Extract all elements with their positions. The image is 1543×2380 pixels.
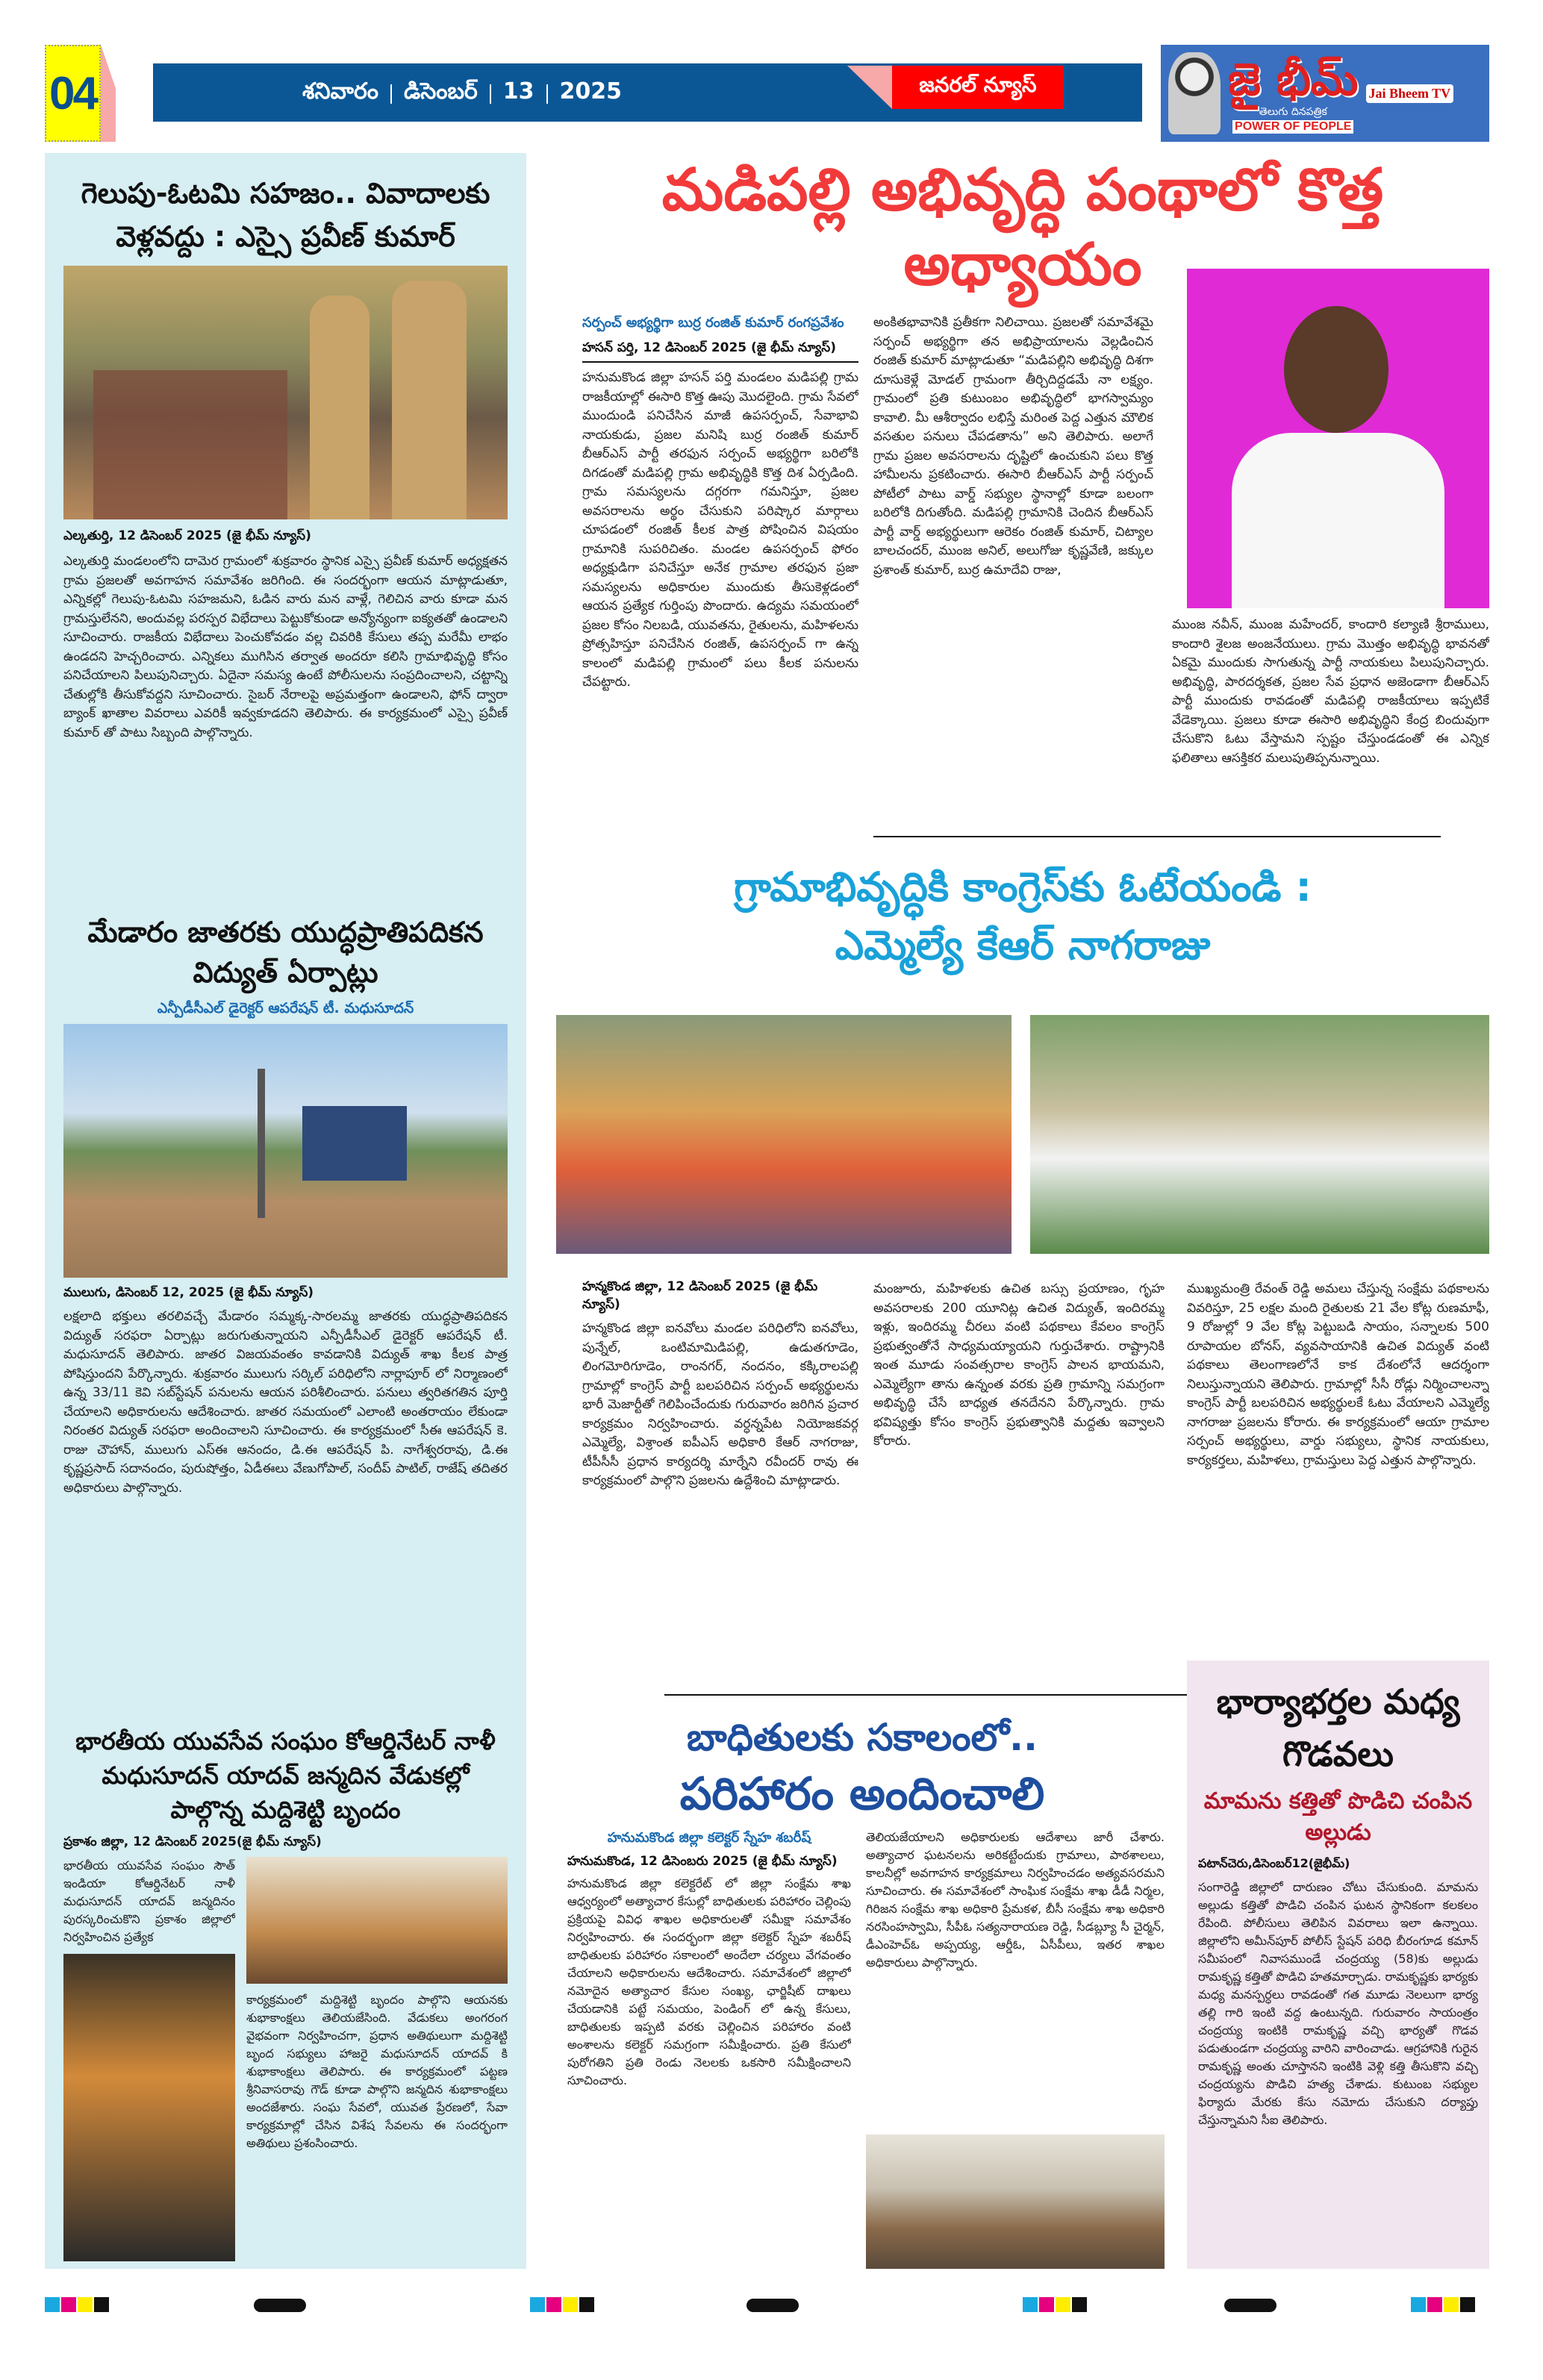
- article1-dateline: ఎల్కతుర్తి, 12 డిసెంబర్ 2025 (జై భీమ్ న్యూస్): [63, 528, 311, 543]
- crime-article: [1198, 1675, 1478, 2265]
- article2-photo-substation: [63, 1024, 508, 1278]
- victims-col1: హనుమకొండ జిల్లా కలెక్టరేట్ లో జిల్లా సంక్షేమ శాఖ ఆధ్వర్యంలో అత్యాచార కేసుల్లో బాధితులకు పరిహారం చెల్లింపు ప్రక్రియపై వివిధ శాఖల అధికారులతో సమీక్షా సమావేశం నిర్వహించారు. ఈ సందర్భంగా జిల్లా కలెక్టర్ స్నేహ శబరీష్ బాధితులకు పరిహారం సకాలంలో అందేలా చర్యలు వేగవంతం చేయాలని అధికారులను ఆదేశించారు. సమావేశంలో జిల్లాలో నమోదైన అత్యాచార కేసుల సంఖ్య, ఛార్జిషీట్ దాఖలు చేయడానికి పట్టే సమయం, పెండింగ్ లో ఉన్న కేసులు, బాధితులకు ఇప్పటి వరకు చెల్లించిన పరిహారం వంటి అంశాలను కలెక్టర్ సమగ్రంగా సమీక్షించారు. ప్రతి కేసులో పురోగతిని ప్రతి రెండు నెలలకు ఒకసారి సమీక్షించాలని సూచించారు.: [567, 1876, 851, 2087]
- registration-pill: [1224, 2299, 1277, 2312]
- logo-slogan: POWER OF PEOPLE: [1232, 120, 1353, 134]
- article3-dateline: ప్రకాశం జిల్లా, 12 డిసెంబర్ 2025(జై భీమ్ న్యూస్): [63, 1834, 322, 1849]
- congress-dateline: హన్మకొండ జిల్లా, 12 డిసెంబర్ 2025 (జై భీమ్ న్యూస్): [582, 1279, 818, 1312]
- congress-col1-block: [582, 1278, 858, 1634]
- divider: [873, 836, 1441, 837]
- congress-photo-campaign-1: [556, 1015, 1011, 1254]
- color-registration-mark: [1023, 2297, 1087, 2312]
- article2-body: లక్షలాది భక్తులు తరలివచ్చే మేడారం సమ్మక్క-సారలమ్మ జాతరకు యుద్ధప్రాతిపదికన విద్యుత్ సరఫరా ఏర్పాట్లు జరుగుతున్నాయని ఎన్పీడీసీఎల్ డైరెక్టర్ ఆపరేషన్ టీ. మధుసూదన్ తెలిపారు. జాతర విజయవంతం కావడానికి విద్యుత్ శాఖ కీలక పాత్ర పోషిస్తుందని పేర్కొన్నారు. శుక్రవారం ములుగు సర్కిల్ పరిధిలోని నార్లాపూర్ లో నిర్మాణంలో ఉన్న 33/11 కెవి సబ్‌స్టేషన్ పనులను ఆయన పరిశీలించారు. పనులు త్వరితగతిన పూర్తి చేయాలని అధికారులను ఆదేశించారు. జాతర సమయంలో ఎలాంటి అంతరాయం లేకుండా నిరంతర విద్యుత్ సరఫరా అందించాలని సూచించారు. ఈ కార్యక్రమంలో సీఈ ఆపరేషన్ కె. రాజు చౌహాన్, ములుగు ఎస్ఈ ఆనందం, డి.ఈ ఆపరేషన్ పి. నాగేశ్వరరావు, డి.ఈ కృష్ణప్రసాద్ సదానందం, పురుషోత్తం, ఏడీఈలు వేణుగోపాల్, సందీప్ పాటిల్, రాజేష్ తదితర అధికారులు పాల్గొన్నారు.: [63, 1309, 508, 1496]
- congress-col3: ముఖ్యమంత్రి రేవంత్ రెడ్డి అమలు చేస్తున్న సంక్షేమ పథకాలను వివరిస్తూ, 25 లక్షల మంది రైతులకు 21 వేల కోట్ల రుణమాఫీ, 9 రోజుల్లో 9 వేల కోట్ల పెట్టుబడి సాయం, సన్నాలకు 500 రూపాయల బోనస్, వ్యవసాయానికి ఉచిత విద్యుత్ వంటి పథకాలు తెలంగాణలోనే కాక దేశంలోనే ఆదర్శంగా నిలుస్తున్నాయని తెలిపారు. గ్రామాల్లో సీసీ రోడ్లు నిర్మించాలన్నా కాంగ్రెస్ పార్టీ బలపరిచిన అభ్యర్థులకే ఓటు వేయాలని ఎమ్మెల్యే నాగరాజు ప్రజలను కోరారు. ఈ కార్యక్రమంలో ఆయా గ్రామాల సర్పంచ్ అభ్యర్థులు, వార్డు సభ్యులు, స్థానిక నాయకులు, కార్యకర్తలు, మహిళలు, గ్రామస్తులు పెద్ద ఎత్తున పాల్గొన్నారు.: [1187, 1281, 1489, 1468]
- ambedkar-portrait-icon: [1168, 52, 1221, 134]
- congress-photo-campaign-2: [1030, 1015, 1489, 1254]
- article1: [63, 172, 508, 907]
- article2-dateline: ములుగు, డిసెంబర్ 12, 2025 (జై భీమ్ న్యూస్): [63, 1285, 314, 1300]
- article1-body: ఎల్కతుర్తి మండలంలోని దామెర గ్రామంలో శుక్రవారం స్థానిక ఎస్సై ప్రవీణ్ కుమార్ అధ్యక్షతన గ్రామ ప్రజలతో అవగాహన సమావేశం జరిగింది. ఈ సందర్భంగా ఆయన మాట్లాడుతూ, ఎన్నికల్లో గెలుపు-ఓటమి సహజమని, ఓడిన వారు మన వాళ్లే, గెలిచిన వారు కూడా మన గ్రామస్తులేనని, అందువల్ల పరస్పర విభేదాలు పెట్టుకోకుండా అన్యోన్యంగా ఐక్యతతో ఉండాలని సూచించారు. రాజకీయ విభేదాలు పెంచుకోవడం వల్ల చివరికి కేసులు తప్ప మరేమీ లాభం ఉండదని హెచ్చరించారు. ఎన్నికలు ముగిసిన తర్వాత అందరూ కలిసి గ్రామాభివృద్ధి కోసం పనిచేయాలని పిలుపునిచ్చారు. ఏదైనా సమస్య ఉంటే పోలీసులను సంప్రదించాలని, చట్టాన్ని చేతుల్లోకి తీసుకోవద్దని సూచించారు. సైబర్ నేరాలపై అప్రమత్తంగా ఉండాలని, ఫోన్ ద్వారా బ్యాంక్ ఖాతాల వివరాలు ఎవరికీ ఇవ్వకూడదని తెలిపారు. ఈ కార్యక్రమంలో ఎస్సై ప్రవీణ్ కుమార్ తో పాటు సిబ్బంది పాల్గొన్నారు.: [63, 554, 508, 740]
- main-dateline: హసన్ పర్తి, 12 డిసెంబర్ 2025 (జై భీమ్ న్యూస్): [582, 339, 858, 363]
- article2-headline: మేడారం జాతరకు యుద్ధప్రాతిపదికన విద్యుత్ ఏర్పాట్లు: [87, 916, 484, 989]
- header-date: 13: [502, 78, 534, 104]
- victims-byline: హనుమకొండ జిల్లా కలెక్టర్ స్నేహ శబరీష్: [607, 1830, 811, 1846]
- color-registration-mark: [530, 2297, 594, 2312]
- congress-headline-line2: ఎమ్మెల్యే కేఆర్ నాగరాజు: [835, 922, 1211, 969]
- victims-col1-block: [567, 1828, 851, 2269]
- section-label: జనరల్ న్యూస్: [892, 66, 1064, 109]
- article1-headline: గెలుపు-ఓటమి సహజం.. వివాదాలకు వెళ్లవద్దు : ఎస్సై ప్రవీణ్ కుమార్: [81, 177, 490, 253]
- main-byline: సర్పంచ్ అభ్యర్థిగా బుర్ర రంజిత్ కుమార్ రంగప్రవేశం: [582, 315, 844, 331]
- congress-headline-line1: గ్రామాభివృద్ధికి కాంగ్రెస్‌కు ఓటేయండి :: [734, 863, 1312, 911]
- victims-headline: [556, 1709, 1168, 1823]
- page-number: 04: [45, 45, 101, 142]
- main-col1: హనుమకొండ జిల్లా హసన్ పర్తి మండలం మడిపల్లి గ్రామ రాజకీయాల్లో ఈసారి కొత్త ఊపు మొదలైంది. గ్రామ సేవలో ముందుండి పనిచేసిన మాజీ ఉపసర్పంచ్, సేవాభావి నాయకుడు, ప్రజల మనిషి బుర్ర రంజిత్ కుమార్ బీఆర్ఎస్ పార్టీ తరఫున సర్పంచ్ అభ్యర్థిగా బరిలోకి దిగడంతో మడిపల్లి గ్రామ అభివృద్ధికి కొత్త దిశ ఏర్పడింది. గ్రామ సమస్యలను దగ్గరగా గమనిస్తూ, ప్రజల అవసరాలను అర్థం చేసుకుని పరిష్కార మార్గాలు చూపడంలో రంజిత్ కీలక పాత్ర పోషించిన విషయం గ్రామానికి సుపరిచితం. మండల ఉపసర్పంచ్ ఫోరం అధ్యక్షుడిగా పనిచేస్తూ అనేక గ్రామాల తరఫున ప్రజా సమస్యలను అధికారుల ముందుకు తీసుకెళ్లడంలో ఆయన ప్రత్యేక గుర్తింపు పొందారు. ఉద్యమ సమయంలో ప్రజల కోసం నిలబడి, యువతను, రైతులను, మహిళలను ప్రోత్సహిస్తూ పనిచేసిన రంజిత్, ఉపసర్పంచ్ గా ఉన్న కాలంలో మడిపల్లి గ్రామంలో పలు కీలక పనులను చేపట్టారు.: [582, 370, 858, 690]
- color-registration-mark: [45, 2297, 109, 2312]
- color-registration-mark: [1411, 2297, 1475, 2312]
- victims-headline-line1: బాధితులకు సకాలంలో..: [686, 1716, 1038, 1759]
- header-month: డిసెంబర్: [404, 78, 478, 104]
- logo-tv: Jai Bheem TV: [1366, 84, 1454, 103]
- page-number-tab: [101, 45, 116, 142]
- registration-pill: [254, 2299, 306, 2312]
- header-day: శనివారం: [302, 78, 378, 104]
- congress-col1: హన్మకొండ జిల్లా ఐనవోలు మండల పరిధిలోని ఐనవోలు, పున్నేల్, ఒంటిమామిడిపల్లి, ఉడుతగూడెం, లింగమోరిగూడెం, రాంనగర్, నందనం, కక్కిరాలపల్లి గ్రామాల్లో కాంగ్రెస్ పార్టీ బలపరిచిన సర్పంచ్ అభ్యర్థులను భారీ మెజార్టీతో గెలిపించేందుకు గురువారం జరిగిన ప్రచార కార్యక్రమం నిర్వహించారు. వర్ధన్నపేట నియోజకవర్గ ఎమ్మెల్యే, విశ్రాంత ఐపీఎస్ అధికారి కేఆర్ నాగరాజు, టీపీసీసీ ప్రధాన కార్యదర్శి మార్నేని రవీందర్ రావు ఈ కార్యక్రమంలో పాల్గొని ప్రజలను ఉద్దేశించి మాట్లాడారు.: [582, 1321, 858, 1488]
- victims-photo-review-meeting: [866, 2134, 1165, 2269]
- article2-subtitle: ఎన్పీడీసీఎల్ డైరెక్టర్ ఆపరేషన్ టీ. మధుసూదన్: [157, 1000, 414, 1016]
- main-col2: అంకితభావానికి ప్రతీకగా నిలిచాయి. ప్రజలతో సమావేశమై సర్పంచ్ అభ్యర్థిగా తన అభిప్రాయాలను వెల్లడించిన రంజిత్ కుమార్ మాట్లాడుతూ “మడిపల్లిని అభివృద్ధి దిశగా దూసుకెళ్లే మోడల్ గ్రామంగా తీర్చిదిద్దడమే నా లక్ష్యం. గ్రామంలో ప్రతి కుటుంబం అభివృద్ధిలో భాగస్వామ్యం కావాలి. మీ ఆశీర్వాదం లభిస్తే మరింత పెద్ద ఎత్తున మౌలిక వసతుల పనులు చేపడతాను” అని తెలిపారు. అలాగే గ్రామ ప్రజల అవసరాలను దృష్టిలో ఉంచుకుని పలు కొత్త హామీలను ప్రకటించారు. ఈసారి బీఆర్ఎస్ పార్టీ సర్పంచ్ పోటీలో పాటు వార్డ్ సభ్యుల స్థానాల్లో కూడా బలంగా బరిలోకి దిగుతోంది. మడిపల్లి గ్రామానికి చెందిన బీఆర్ఎస్ పార్టీ వార్డ్ అభ్యర్థులుగా ఆరెకం రంజిత్ కుమార్, చిట్యాల బాలచందర్, ముంజ అనిల్, అలుగోజు కృష్ణవేణి, జక్కుల ప్రశాంత్ కుమార్, బుర్ర ఉమాదేవి రాజు,: [873, 315, 1153, 578]
- article1-photo-police-meeting: [63, 266, 508, 519]
- congress-col2: మంజూరు, మహిళలకు ఉచిత బస్సు ప్రయాణం, గృహ అవసరాలకు 200 యూనిట్ల ఉచిత విద్యుత్, ఇందిరమ్మ ఇళ్లు, ఇందిరమ్మ చీరలు వంటి పథకాలు కేవలం కాంగ్రెస్ ప్రభుత్వంతోనే సాధ్యమయ్యాయని గుర్తుచేశారు. రాష్ట్రానికి ఇంత మూడు సంవత్సరాల కాంగ్రెస్ పాలన భాయమని, ఎమ్మెల్యేగా తాను ఉన్నంత వరకు ప్రతి గ్రామాన్ని సమగ్రంగా అభివృద్ధి చేసే బాధ్యత తనదేనని పేర్కొన్నారు. గ్రామ భవిష్యత్తు కోసం కాంగ్రెస్ ప్రభుత్వానికి మద్దతు ఇవ్వాలని కోరారు.: [873, 1281, 1165, 1449]
- article3-photo-celebration: [246, 1857, 508, 1984]
- crime-subhead: మామను కత్తితో పొడిచి చంపిన అల్లుడు: [1203, 1788, 1473, 1846]
- logo-tagline: తెలుగు దినపత్రిక: [1259, 105, 1327, 118]
- article3-body-intro: భారతీయ యువసేవ సంఘం సౌత్ ఇండియా కోఆర్డినేటర్ నాళీ మధుసూదన్ యాదవ్ జన్మదినం పురస్కరించుకొని ప్రకాశం జిల్లాలో నిర్వహించిన ప్రత్యేక: [63, 1858, 235, 1944]
- main-col3: ముంజ నవీన్, ముంజ మహేందర్, కాందారి కల్యాణి శ్రీరాములు, కాందారి శైలజ అంజనేయులు. గ్రామ మొత్తం అభివృద్ధి భావనతో ఏకమై ముందుకు సాగుతున్న పార్టీ నాయకులు పిలుపునిచ్చారు. అభివృద్ధి, పారదర్శకత, ప్రజల సేవ ప్రధాన అజెండాగా బీఆర్ఎస్ పార్టీ ముందుకు రావడంతో మడిపల్లి రాజకీయాలు ఇప్పటికే వేడెక్కాయి. ప్రజలు కూడా ఈసారి అభివృద్ధిని కేంద్ర బిందువుగా చేసుకొని ఓటు వేస్తామని స్పష్టం చేస్తుండడంతో ఈ ఎన్నిక ఫలితాలు ఆసక్తికర మలుపుతిప్పనున్నాయి.: [1172, 617, 1489, 766]
- masthead-logo: [1161, 45, 1489, 142]
- logo-name: జై భీమ్: [1228, 53, 1359, 106]
- article3: [63, 1724, 508, 2261]
- crime-body: సంగారెడ్డి జిల్లాలో దారుణం చోటు చేసుకుంది. మామను అల్లుడు కత్తితో పొడిచి చంపిన ఘటన స్థానికంగా కలకలం రేపింది. పోలీసులు తెలిపిన వివరాలు ఇలా ఉన్నాయి. జిల్లాలోని అమీన్‌పూర్ పోలీస్ స్టేషన్ పరిధి బీరంగూడ కమాన్ సమీపంలో నివాసముండే చంద్రయ్య (58)కు అల్లుడు రామకృష్ణ కత్తితో పొడిచి హతమార్చాడు. రామకృష్ణకు భార్యకు మధ్య మనస్పర్ధలు రావడంతో గత మూడు నెలలుగా భార్య తల్లి గారి ఇంటి వద్ద ఉంటున్నది. గురువారం సాయంత్రం చంద్రయ్య ఇంటికి రామకృష్ణ వచ్చి భార్యతో గొడవ పడుతుండగా చంద్రయ్య వారిని వారించాడు. ఆగ్రహానికి గురైన రామకృష్ణ అంతు చూస్తానని ఇంటికి వెళ్లి కత్తి తీసుకొని వచ్చి చంద్రయ్యను పొడిచి హత్య చేశాడు. కుటుంబ సభ్యుల ఫిర్యాదు మేరకు కేసు నమోదు చేసుకుని దర్యాప్తు చేస్తున్నామని సీఐ తెలిపారు.: [1198, 1880, 1478, 2127]
- header-year: 2025: [559, 78, 623, 104]
- article3-headline: భారతీయ యువసేవ సంఘం కోఆర్డినేటర్ నాళీ మధుసూదన్ యాదవ్ జన్మదిన వేడుకల్లో పాల్గొన్న మద్దిశెట్టి బృందం: [75, 1727, 496, 1824]
- candidate-photo: [1187, 269, 1489, 608]
- article3-photo-portrait: [63, 1954, 235, 2261]
- article3-body: కార్యక్రమంలో మద్దిశెట్టి బృందం పాల్గొని ఆయనకు శుభాకాంక్షలు తెలియజేసింది. వేడుకలు అంగరంగ వైభవంగా నిర్వహించగా, ప్రధాన అతిథులుగా మద్దిశెట్టి బృంద సభ్యులు హాజరై మధుసూదన్ యాదవ్ కి శుభాకాంక్షలు తెలిపారు. ఈ కార్యక్రమంలో పట్టణ శ్రీనివాసరావు గౌడ్ కూడా పాల్గొని జన్మదిన శుభాకాంక్షలు అందజేశారు. సంఘ సేవలో, యువత ప్రేరణలో, సేవా కార్యక్రమాల్లో చేసిన విశేష సేవలను ఈ సందర్భంగా అతిథులు ప్రశంసించారు.: [246, 1993, 508, 2150]
- crime-dateline: పటాన్‌చెరు,డిసెంబర్12(జైభీమ్‌): [1198, 1856, 1350, 1870]
- victims-dateline: హనుమకొండ, 12 డిసెంబరు 2025 (జై భీమ్ న్యూస్): [567, 1854, 838, 1869]
- main-headline: మడిపల్లి అభివృద్ధి పంథాలో కొత్త అధ్యాయం: [661, 157, 1384, 299]
- victims-headline-line2: పరిహారం అందించాలి: [679, 1768, 1045, 1820]
- main-col1-block: [582, 313, 858, 817]
- congress-headline: [556, 858, 1489, 975]
- registration-pill: [746, 2299, 799, 2312]
- article2: [63, 912, 508, 1717]
- victims-col2: తెలియజేయాలని అధికారులకు ఆదేశాలు జారీ చేశారు. అత్యాచార ఘటనలను అరికట్టేందుకు గ్రామాలు, పాఠశాలలు, కాలనీల్లో అవగాహన కార్యక్రమాలు నిర్వహించడం అత్యవసరమని సూచించారు. ఈ సమావేశంలో సాంఘిక సంక్షేమ శాఖ డీడీ నిర్మల, గిరిజన సంక్షేమ శాఖ అధికారి ప్రేమకళ, బీసీ సంక్షేమ శాఖ అధికారి నరసింహస్వామి, సీపీఓ సత్యనారాయణ రెడ్డి, సీడబ్ల్యూ సీ చైర్మన్, డీఎంహెచ్ఓ అప్పయ్య, ఆర్డీఓ, ఏసీపీలు, ఇతర శాఖల అధికారులు పాల్గొన్నారు.: [866, 1830, 1165, 1970]
- crime-headline: భార్యాభర్తల మధ్య గొడవలు: [1216, 1681, 1460, 1774]
